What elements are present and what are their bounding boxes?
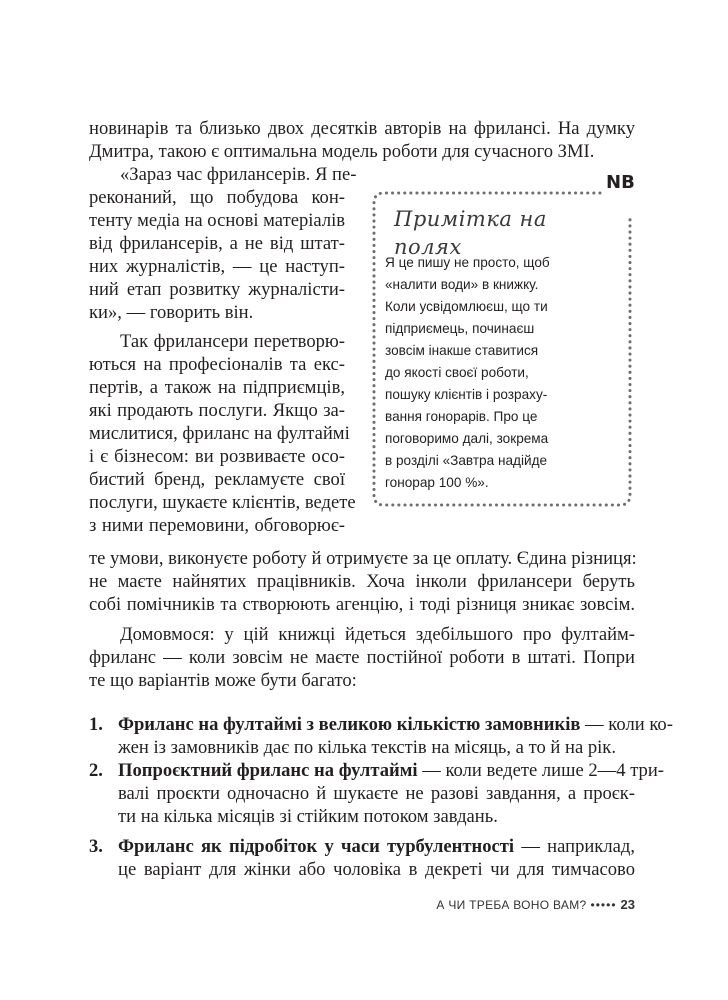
page-footer (400, 897, 635, 912)
note-line: зовсім інакше ставитися (385, 343, 539, 358)
body-line: бистий бренд, рекламуєте свої (89, 469, 345, 490)
list-number: 2. (89, 760, 103, 781)
list-item-bold: Фриланс на фултаймі з великою кількістю замовників (118, 714, 581, 735)
body-line: і є бізнесом: ви розвиваєте осо- (89, 446, 345, 467)
note-line: Я це пишу не просто, щоб (385, 255, 550, 270)
body-line: ки», — говорить він. (89, 302, 254, 323)
body-line: те що варіантів може бути багато: (89, 670, 357, 691)
note-line: вання гонорарів. Про це (385, 409, 538, 424)
list-item-line: ти на кілька місяців зі стійким потоком завдань. (118, 806, 498, 827)
body-line: тенту медіа на основі матеріалів (89, 210, 346, 231)
list-item-line: це варіант для жінки або чоловіка в декреті чи для тимчасово (118, 859, 635, 880)
body-line: те умови, виконуєте роботу й отримуєте за це оплату. Єдина різниця: (89, 548, 637, 569)
list-item-text: — коли ведете лише 2—4 три- (417, 760, 664, 781)
body-line: послуги, шукаєте клієнтів, ведете (89, 492, 356, 513)
list-item-line (118, 714, 673, 736)
list-item-text: — коли ко- (580, 714, 673, 735)
list-number: 1. (89, 714, 103, 735)
body-line: Дмитра, такою є оптимальна модель роботи для сучасного ЗМІ. (89, 141, 595, 162)
body-line: Так фрилансери перетворю- (120, 331, 345, 352)
body-line: Домовмося: у цій книжці йдеться здебільшого про фултайм- (120, 624, 635, 645)
note-line: в розділі «Завтра надійде (385, 453, 548, 468)
note-line: підприємець, починаєш (385, 321, 535, 336)
running-title: А ЧИ ТРЕБА ВОНО ВАМ? (436, 898, 587, 912)
footer-dots: ••••• (590, 898, 617, 912)
body-line: які продають послуги. Якщо за- (89, 400, 345, 421)
body-line: собі помічників та створюють агенцію, і тоді різниця зникає зовсім. (89, 594, 635, 615)
nb-badge: NB (606, 172, 635, 193)
body-line: пертів, а також на підприємців, (89, 377, 345, 398)
list-item-text: — наприклад, (514, 836, 635, 857)
note-line: Коли усвідомлюєш, що ти (385, 299, 548, 314)
body-line: реконаний, що побудова кон- (89, 187, 345, 208)
note-line: до якості своєї роботи, (385, 365, 529, 380)
list-item-line (118, 836, 635, 858)
note-line: пошуку клієнтів і розраху- (385, 387, 548, 402)
body-line: новинарів та близько двох десятків авторів на фрилансі. На думку (89, 118, 635, 139)
body-line: «Зараз час фрилансерів. Я пе- (120, 164, 357, 185)
list-number: 3. (89, 836, 103, 857)
body-line: ються на професіоналів та екс- (89, 354, 345, 375)
note-line: гонорар 100 %». (385, 475, 489, 490)
note-line: поговоримо далі, зокрема (385, 431, 549, 446)
note-line: «налити води» в книжку. (385, 277, 539, 292)
body-line: мислитися, фриланс на фултаймі (89, 423, 350, 444)
body-line: з ними перемовини, обговорює- (89, 515, 345, 536)
list-item-bold: Фриланс як підробіток у часи турбулентності (118, 836, 515, 857)
note-title: Примітка на полях (394, 207, 547, 259)
body-line: від фрилансерів, а не від штат- (89, 233, 345, 254)
list-item-line: жен із замовників дає по кілька текстів на місяць, а то й на рік. (118, 737, 616, 758)
list-item-line: валі проєкти одночасно й шукаєте не разові завдання, а проєк- (118, 783, 635, 804)
page-number: 23 (620, 897, 635, 912)
list-item-line (118, 760, 664, 782)
body-line: ний етап розвитку журналісти- (89, 279, 345, 300)
list-item-bold: Попроєктний фриланс на фултаймі (118, 760, 418, 781)
body-line: фриланс — коли зовсім не маєте постійної роботи в штаті. Попри (89, 647, 635, 668)
body-line: не маєте найнятих працівників. Хоча інколи фрилансери беруть (89, 571, 635, 592)
body-line: них журналістів, — це наступ- (89, 256, 345, 277)
